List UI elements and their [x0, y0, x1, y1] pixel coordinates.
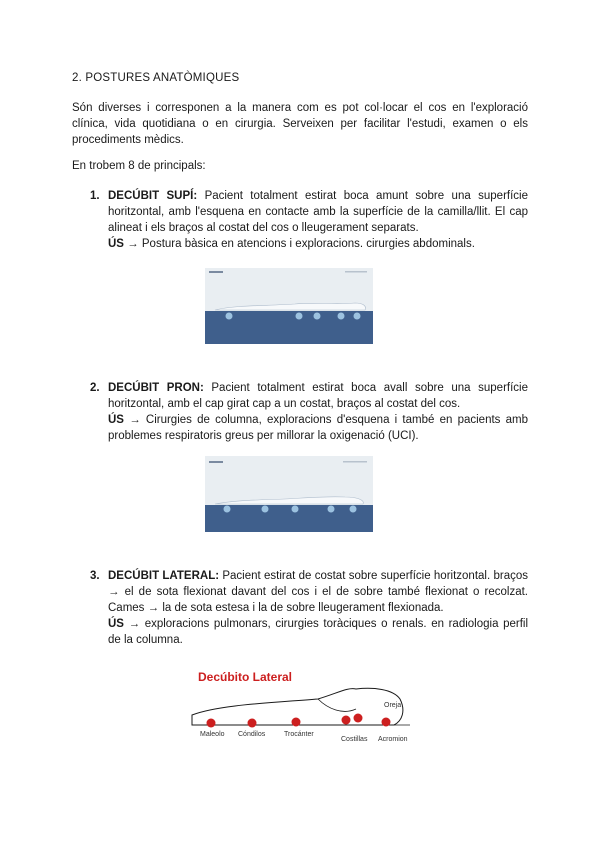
figure-decubit-lateral [188, 665, 418, 747]
item-description: Pacient estirat de costat sobre superfície horitzontal. braços → el de sota flexionat davant del cos i el de sobre també flexionat o recolzat. Cames → la de sota estesa i la de sobre lleugerament flexionada. [108, 570, 528, 614]
figure-title: Decúbito Lateral [198, 670, 293, 684]
item-number: 1. [90, 190, 100, 202]
item-description: Pacient totalment estirat boca amunt sobre una superfície horitzontal, amb l'esquena en contacte amb la superfície de la camilla/llit. El cap alineat i els braços al costat del cos o lleugerament separats. [108, 190, 528, 234]
section-title: 2. POSTURES ANATÒMIQUES [72, 72, 240, 84]
item-term: DECÚBIT LATERAL: [108, 570, 220, 582]
item-number: 3. [90, 570, 100, 582]
label-maleolo: Maleolo [200, 731, 225, 738]
label-costillas: Costillas [341, 736, 368, 743]
item-use-text: → Postura bàsica en atencions i exploracions. cirurgies abdominals. [123, 238, 475, 250]
list-item-decubit-lateral [90, 568, 528, 648]
label-condilos: Cóndilos [238, 731, 266, 738]
item-use-label: ÚS [108, 238, 124, 250]
item-use-label: ÚS [108, 414, 124, 426]
figure-decubit-supi [205, 268, 373, 344]
item-number: 2. [90, 382, 100, 394]
item-term: DECÚBIT SUPÍ: [108, 190, 198, 202]
item-use-text: → Cirurgies de columna, exploracions d'esquena i també en pacients amb problemes respiratoris greus per millorar la oxigenació (UCI). [108, 414, 528, 442]
intro-paragraph: Són diverses i corresponen a la manera com es pot col·locar el cos en l'exploració clínica, vida quotidiana o en cirurgia. Serveixen per facilitar l'estudi, examen o els procediments mèdics. [72, 102, 528, 146]
list-item-decubit-supi [90, 188, 528, 252]
item-use-text: → exploracions pulmonars, cirurgies toràciques o renals. en radiologia perfil de la columna. [108, 618, 528, 646]
label-trocanter: Trocánter [284, 731, 314, 738]
item-term: DECÚBIT PRON: [108, 382, 204, 394]
label-acromion: Acromion [378, 736, 408, 743]
list-item-decubit-pron [90, 380, 528, 444]
figure-decubit-pron [205, 456, 373, 532]
item-use-label: ÚS [108, 618, 124, 630]
item-description: Pacient totalment estirat boca avall sobre una superfície horitzontal, amb el cap girat cap a un costat, braços al costat del cos. [108, 382, 528, 410]
label-oreja: Oreja [384, 702, 402, 709]
lead-sentence: En trobem 8 de principals: [72, 160, 206, 172]
